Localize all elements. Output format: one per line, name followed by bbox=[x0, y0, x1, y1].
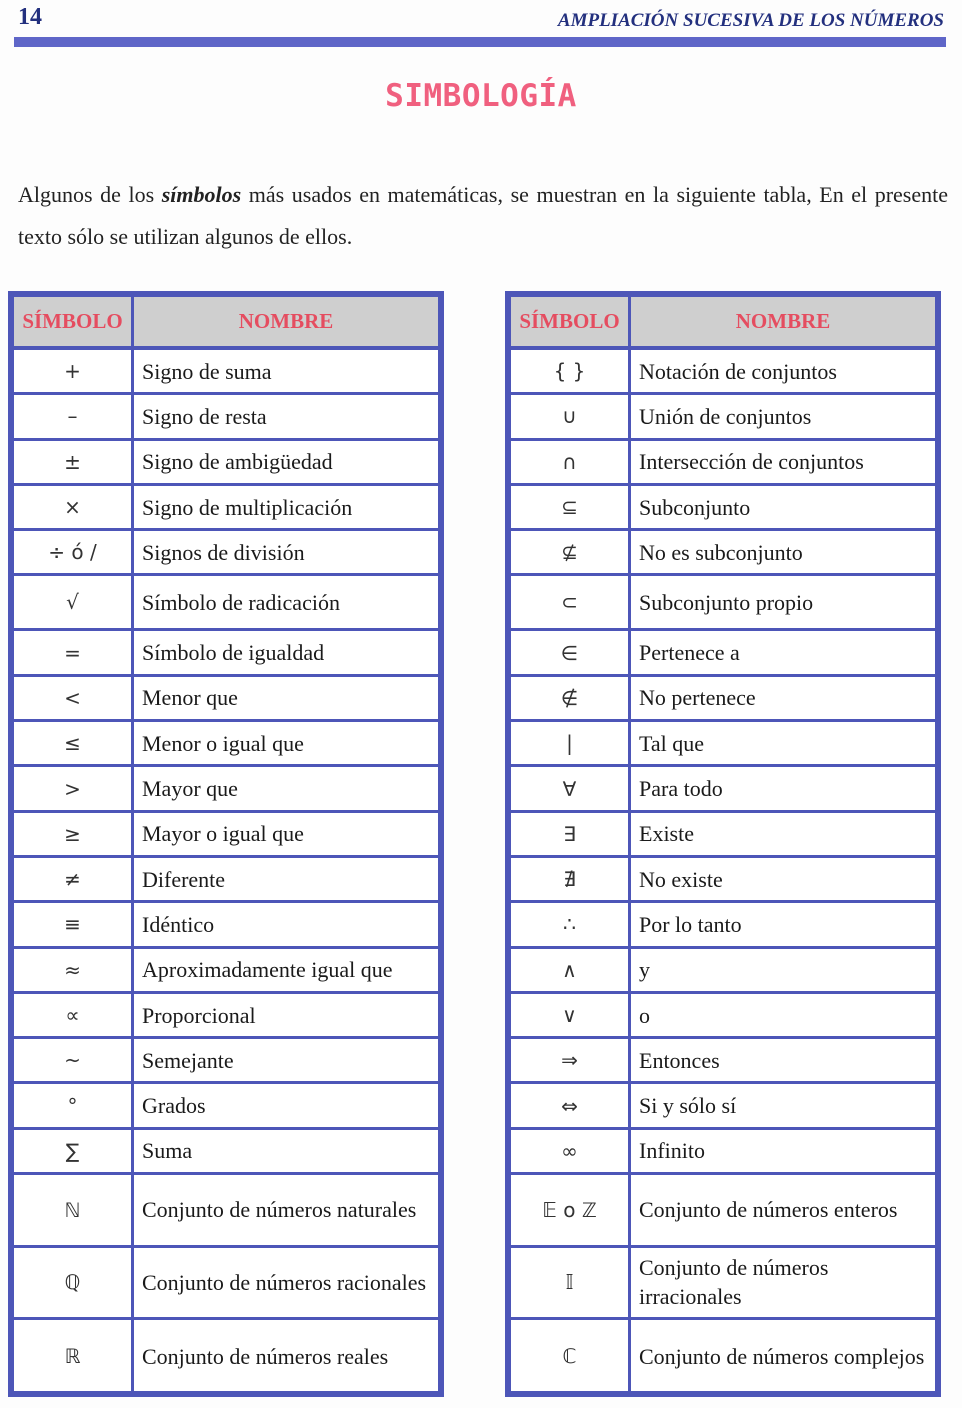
name-cell: Subconjunto propio bbox=[639, 589, 814, 615]
symbol-cell: ∄ bbox=[511, 858, 631, 900]
name-cell: Proporcional bbox=[142, 1002, 256, 1028]
symbol-cell: > bbox=[14, 767, 134, 809]
table-row bbox=[14, 1130, 438, 1175]
name-cell: Grados bbox=[142, 1093, 206, 1119]
name-cell: y bbox=[639, 957, 650, 983]
table-row bbox=[14, 903, 438, 948]
table-row bbox=[14, 813, 438, 858]
table-row bbox=[14, 1248, 438, 1321]
symbol-cell: ∨ bbox=[511, 994, 631, 1036]
symbol-cell: ≤ bbox=[14, 722, 134, 764]
left-symbol-table bbox=[8, 291, 444, 1397]
left-table-body bbox=[14, 350, 438, 1393]
symbol-cell: ∉ bbox=[511, 677, 631, 719]
table-row bbox=[14, 1320, 438, 1393]
table-row bbox=[14, 994, 438, 1039]
table-row bbox=[511, 1248, 935, 1321]
name-cell: Aproximadamente igual que bbox=[142, 957, 393, 983]
name-cell: Diferente bbox=[142, 866, 226, 892]
symbol-cell: ⇒ bbox=[511, 1039, 631, 1081]
symbol-cell: ⊈ bbox=[511, 531, 631, 573]
table-row bbox=[511, 1084, 935, 1129]
symbol-cell: ∃ bbox=[511, 813, 631, 855]
table-row bbox=[511, 949, 935, 994]
table-header bbox=[511, 297, 935, 350]
name-cell: Infinito bbox=[639, 1138, 705, 1164]
symbol-cell: ÷ ó / bbox=[14, 531, 134, 573]
table-row bbox=[14, 1084, 438, 1129]
name-cell: Unión de conjuntos bbox=[639, 403, 812, 429]
name-cell: o bbox=[639, 1002, 650, 1028]
name-cell: No es subconjunto bbox=[639, 539, 803, 565]
symbol-cell: ℝ bbox=[14, 1320, 134, 1393]
table-row bbox=[511, 858, 935, 903]
intro-emphasis: símbolos bbox=[161, 182, 242, 207]
name-cell: Conjunto de números racionales bbox=[142, 1269, 427, 1295]
header-rule bbox=[14, 37, 946, 47]
symbol-cell: ° bbox=[14, 1084, 134, 1126]
table-row bbox=[511, 441, 935, 486]
name-cell: Conjunto de números irracionales bbox=[639, 1255, 829, 1310]
name-cell: Conjunto de números naturales bbox=[142, 1197, 417, 1223]
name-cell: Conjunto de números complejos bbox=[639, 1343, 925, 1369]
table-row bbox=[14, 441, 438, 486]
symbol-cell: ℚ bbox=[14, 1248, 134, 1318]
name-cell: Signo de resta bbox=[142, 403, 267, 429]
name-cell: Suma bbox=[142, 1138, 193, 1164]
name-cell: Tal que bbox=[639, 730, 705, 756]
table-row bbox=[14, 949, 438, 994]
symbol-cell: 𝕀 bbox=[511, 1248, 631, 1318]
table-row bbox=[511, 395, 935, 440]
symbol-cell: = bbox=[14, 631, 134, 673]
symbol-column-header: SÍMBOLO bbox=[14, 297, 134, 346]
table-row bbox=[14, 576, 438, 631]
name-cell: Para todo bbox=[639, 776, 723, 802]
table-row bbox=[511, 903, 935, 948]
name-cell: Símbolo de igualdad bbox=[142, 640, 325, 666]
name-cell: Si y sólo sí bbox=[639, 1093, 737, 1119]
symbol-cell: × bbox=[14, 486, 134, 528]
table-row bbox=[511, 631, 935, 676]
table-row bbox=[511, 1175, 935, 1248]
name-cell: Intersección de conjuntos bbox=[639, 449, 864, 475]
name-cell: Símbolo de radicación bbox=[142, 589, 340, 615]
name-cell: Existe bbox=[639, 821, 694, 847]
symbol-cell: ∴ bbox=[511, 903, 631, 945]
table-row bbox=[511, 1320, 935, 1393]
intro-paragraph bbox=[18, 174, 948, 258]
page-number: 14 bbox=[18, 4, 42, 30]
table-row bbox=[511, 722, 935, 767]
symbol-cell: ∈ bbox=[511, 631, 631, 673]
right-symbol-table bbox=[505, 291, 941, 1397]
symbol-cell: { } bbox=[511, 350, 631, 392]
table-row bbox=[14, 395, 438, 440]
name-cell: Pertenece a bbox=[639, 640, 740, 666]
table-row bbox=[14, 531, 438, 576]
symbol-cell: ∑ bbox=[14, 1130, 134, 1172]
name-cell: Signo de suma bbox=[142, 358, 272, 384]
name-cell: Conjunto de números reales bbox=[142, 1343, 389, 1369]
running-title: AMPLIACIÓN SUCESIVA DE LOS NÚMEROS bbox=[557, 10, 944, 31]
symbol-cell: √ bbox=[14, 576, 134, 628]
table-row bbox=[14, 722, 438, 767]
table-row bbox=[511, 350, 935, 395]
table-row bbox=[511, 486, 935, 531]
table-header bbox=[14, 297, 438, 350]
table-row bbox=[14, 677, 438, 722]
table-row bbox=[511, 994, 935, 1039]
symbol-cell: ℂ bbox=[511, 1320, 631, 1393]
symbol-cell: ∪ bbox=[511, 395, 631, 437]
symbol-cell: ∞ bbox=[511, 1130, 631, 1172]
symbol-cell: ∝ bbox=[14, 994, 134, 1036]
symbol-column-header: SÍMBOLO bbox=[511, 297, 631, 346]
symbol-cell: ∩ bbox=[511, 441, 631, 483]
name-cell: Mayor o igual que bbox=[142, 821, 304, 847]
symbol-cell: ℕ bbox=[14, 1175, 134, 1245]
table-row bbox=[14, 631, 438, 676]
table-row bbox=[511, 1039, 935, 1084]
table-row bbox=[14, 767, 438, 812]
symbol-cell: ∧ bbox=[511, 949, 631, 991]
name-cell: Idéntico bbox=[142, 911, 215, 937]
name-cell: Subconjunto bbox=[639, 494, 751, 520]
page-header bbox=[0, 0, 962, 52]
table-row bbox=[14, 858, 438, 903]
symbol-cell: ∀ bbox=[511, 767, 631, 809]
symbol-cell: ⊂ bbox=[511, 576, 631, 628]
name-cell: Semejante bbox=[142, 1047, 234, 1073]
name-cell: Signos de división bbox=[142, 539, 305, 565]
symbol-cell: | bbox=[511, 722, 631, 764]
symbol-cell: ⇔ bbox=[511, 1084, 631, 1126]
table-row bbox=[14, 350, 438, 395]
right-table-body bbox=[511, 350, 935, 1393]
table-row bbox=[14, 486, 438, 531]
intro-text-start: Algunos de los bbox=[18, 182, 162, 207]
name-cell: No pertenece bbox=[639, 685, 756, 711]
symbol-cell: ≈ bbox=[14, 949, 134, 991]
name-cell: Menor que bbox=[142, 685, 238, 711]
table-row bbox=[511, 576, 935, 631]
table-row bbox=[14, 1175, 438, 1248]
table-row bbox=[511, 1130, 935, 1175]
symbol-cell: ⊆ bbox=[511, 486, 631, 528]
name-cell: Mayor que bbox=[142, 776, 238, 802]
symbol-cell: ± bbox=[14, 441, 134, 483]
table-row bbox=[14, 1039, 438, 1084]
symbol-cell: ≥ bbox=[14, 813, 134, 855]
symbol-cell: 𝔼 o ℤ bbox=[511, 1175, 631, 1245]
name-cell: Menor o igual que bbox=[142, 730, 304, 756]
name-cell: Signo de ambigüedad bbox=[142, 449, 333, 475]
table-row bbox=[511, 531, 935, 576]
name-cell: Por lo tanto bbox=[639, 911, 742, 937]
name-column-header: NOMBRE bbox=[238, 309, 334, 333]
table-row bbox=[511, 767, 935, 812]
symbol-cell: – bbox=[14, 395, 134, 437]
symbol-cell: + bbox=[14, 350, 134, 392]
table-row bbox=[511, 677, 935, 722]
name-cell: Notación de conjuntos bbox=[639, 358, 837, 384]
name-column-header: NOMBRE bbox=[735, 309, 831, 333]
table-row bbox=[511, 813, 935, 858]
page-title: SIMBOLOGÍA bbox=[385, 78, 577, 114]
name-cell: No existe bbox=[639, 866, 723, 892]
name-cell: Entonces bbox=[639, 1047, 720, 1073]
symbol-cell: ≡ bbox=[14, 903, 134, 945]
intro-text-end: más usados en matemáticas, se muestran en la siguiente tabla, En el presente texto sólo se utilizan algunos de ellos. bbox=[18, 182, 949, 249]
symbol-cell: ~ bbox=[14, 1039, 134, 1081]
symbol-cell: ≠ bbox=[14, 858, 134, 900]
name-cell: Conjunto de números enteros bbox=[639, 1197, 898, 1223]
name-cell: Signo de multiplicación bbox=[142, 494, 353, 520]
symbol-cell: < bbox=[14, 677, 134, 719]
